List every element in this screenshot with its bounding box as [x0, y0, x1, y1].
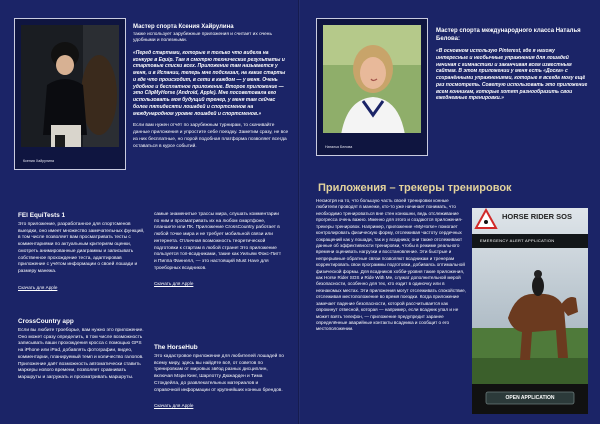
open-application-button[interactable]: OPEN APPLICATION [486, 392, 574, 404]
portrait-frame-belova [316, 18, 428, 156]
rider-portrait-image [21, 25, 119, 147]
section-body: Если вы любите троеборье, вам нужно это приложение. Оно может сразу определить, в том числе возможность записывать ваши прохождения кросса с помощью GPS на iPhone или iPad, добавлять фотографии, видео, комментарии, планируемый темп и количество галопов. Приложение даёт возможность автоматически ставить маркеры нового времени, позволяет сравнивать маршруты и загружать и просматривать маршруты. [18, 328, 144, 380]
app-card-subtitle: EMERGENCY ALERT APPLICATION [480, 238, 555, 243]
section-crosscountry-continued [154, 212, 284, 290]
section-body: самые знаменитые трассы мира, слушать комментарии по ним и просматривать их на любом смартфоне, планшете или ПК. Приложение CrossCountry работает в любой точке мира и не требует мобильной связи или интернета. Отличная возможность теоретической подготовки к стартам в любой стране! Это приложение пользуется топ-всадниками, такие как Уильям Фокс-Питт и Пиппа Фаннелл, — это настоящий Must Have для троеборных всадников. [154, 212, 282, 271]
section-horsehub [154, 344, 284, 412]
quote-body: «В основном использую Pinterest, где я нахожу интересные и необычные упражнения для лошадей начиная с гимнастики и заканчивая всем известным сайтам. В этом приложении у меня есть «Доска» с сохранёнными упражнениями, которые я всегда могу ещё раз посмотреть. Советую использовать это приложение всем конникам, которые хотят разнообразить свои ежедневные тренировки.» [436, 48, 588, 102]
portrait-frame-khayrulina [14, 18, 126, 170]
quote-intro: также использует зарубежные приложения и считает их очень удобными и полезными. [133, 31, 272, 44]
section-title: FEI EquiTests 1 [18, 212, 66, 219]
app-card-title: HORSE RIDER SOS [502, 212, 573, 221]
download-apple-link[interactable]: Скачать для Apple [154, 403, 194, 409]
photo-khayrulina [21, 25, 119, 147]
quote-heading: Мастер спорта международного класса Наталья Белова: [436, 28, 581, 42]
section-body: Это кадастровое приложение для любителей лошадей по всему миру, здесь вы найдёте всё, от советов по тренировкам от мировых звёзд разных дисциплин, включая Мэри Кинг, Шарлотту Дюжарден и Тима Стокдейла, до развлекательных материалов и справочной информации от крупнейших конных брендов. [154, 354, 284, 393]
caption-khayrulina: Ксения Хайрулина [23, 159, 54, 163]
section-fei-equitests [18, 212, 146, 294]
photo-belova [323, 25, 421, 133]
right-page [300, 0, 600, 424]
quote-block-belova [436, 28, 588, 102]
section-crosscountry [18, 318, 146, 382]
section-body: Это приложение, разработанное для спортсменов выездки, оно имеет множество замечательных функций, в том числе позволяет вам просматривать тесты с комментариями по актуальным критериям оценки, смотреть анимированные диаграммы и записывать собственное прохождение теста, адаптировав приложение с учётом информации о своей лошади и размеру манежа. [18, 222, 145, 274]
quote-after: Если вам нужен отчёт по зарубежным турнирам, то скачивайте данные приложения и упростите себе поездку. Заметим сразу, не все из них бесплатные, но порой подобная платформа позволяет всегда оставаться в курсе событий. [133, 123, 289, 149]
rider-portrait-image [323, 25, 421, 133]
article-body-trackers [316, 198, 466, 333]
section-title: The HorseHub [154, 344, 198, 351]
download-apple-link[interactable]: Скачать для Apple [154, 281, 194, 287]
download-apple-link[interactable]: Скачать для Apple [18, 284, 58, 290]
quote-block-khayrulina [133, 24, 289, 150]
horse-rider-sos-card [472, 208, 588, 414]
quote-body: «Перед стартами, которые я только что видела на конкуре в Equip. Там я смотрю технические результаты и стартовые списки всех. Приложение там называется у меня, и в Испании, теперь мне подсказал, на какие старты и где что происходит, в сети в каждом — у меня. Очень удобное и бесплатное приложение. Второе приложение — это ClipMyHorse (Android, Apple). Мне посоветовала его использовать моя будущий тренер, у меня там сейчас более пятидесяти лошадей и спортсменов на международном уровне лошадей и спортсменов.» [133, 49, 286, 117]
article-text: Несмотря на то, что большую часть своей тренировки конные любители проводят в манеже, кто-то уже начинает понимать, что необходимо тренироваться вне стен конюшни, ведь отслеживание прогресса очень важно. Именно для этого и создаются приложения-трекеры тренировок. Например, приложение «MyHorse» помогает контролировать физическую форму, отслеживая частоту сердечных сокращений как у лошади, так и у всадника; они также отслеживают данные об эффективности тренировки, чтобы в режиме реального времени оценивать нагрузки и восстановление. Эти быстрые и непрерывные обратные связи позволяют всадникам и тренерам корректировать свои программы подготовки, добиваясь оптимальной физической формы. Для всадников хобби-уровня такие приложения, как Horse Rider SOS и Ride With Me, служат дополнительной мерой безопасности, особенно для тех, кто ездит в одиночку или в незнакомых местах. Эти приложения могут отслеживать спокойствие, отслеживая местоположение во время поездки. Когда приложение замечает падение безопасности, которой рассчитывается как опрокинут отвесной, которая — например, если всадник упал и не может взять телефон, — приложение предупредит заранее определённые аварийные контакты всадника и сообщит о его местоположении. [316, 198, 466, 332]
article-title-trackers: Приложения – трекеры тренировок [318, 182, 512, 194]
caption-belova: Наталья Белова [325, 145, 353, 149]
section-title: CrossCountry app [18, 318, 74, 325]
quote-heading: Мастер спорта Ксения Хайрулина [133, 24, 234, 30]
